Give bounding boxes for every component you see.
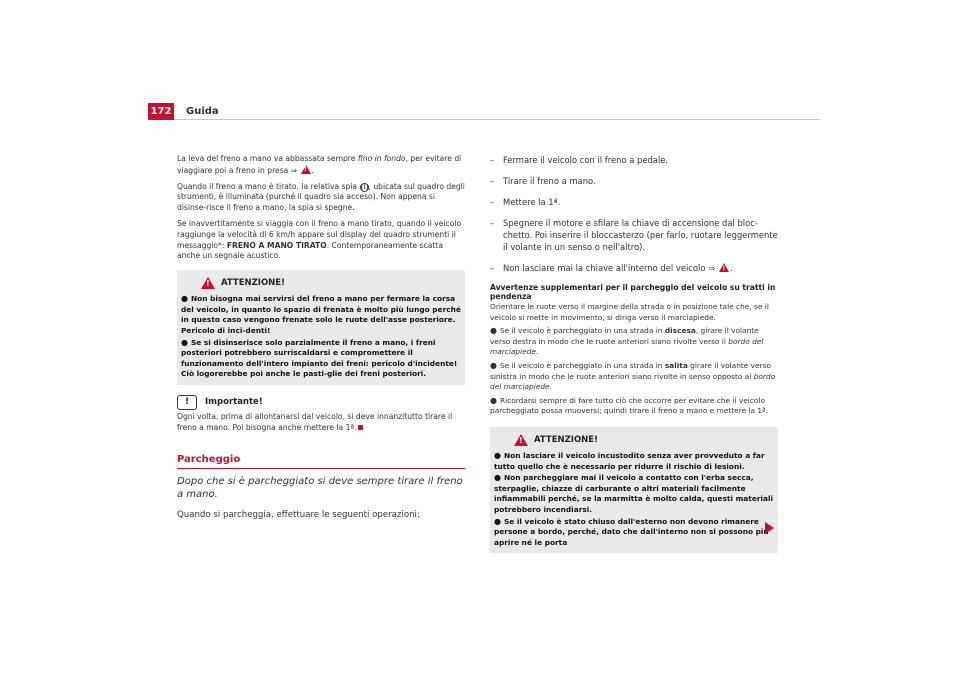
warning-triangle-icon	[201, 277, 215, 289]
subsection-title: Avvertenze supplementari per il parcheggio del veicolo su tratti in pendenza	[490, 283, 776, 301]
warning-title: ATTENZIONE!	[221, 278, 285, 289]
important-header	[177, 395, 465, 410]
page-header	[148, 103, 820, 120]
important-title: Importante!	[205, 397, 263, 408]
step-item: – Tirare il freno a mano.	[490, 176, 596, 186]
bullet-icon: ●	[494, 473, 501, 483]
warning-item: ● Non bisogna mai servirsi del freno a mano per fermare la corsa del veicolo, in quanto lo spazio di frenata è molto più lungo perché in questo caso vengono frenate solo le ruote dell'asse posteriore. Pericolo di inci-denti!	[181, 294, 461, 335]
bullet-icon: ●	[490, 360, 497, 370]
bullet-item: ● Se il veicolo è parcheggiato in una strada in salita girare il volante verso sinistra in modo che le ruote anteriori siano rivolte in senso opposto al bordo del marciapiede.	[490, 360, 776, 392]
important-icon: !	[177, 395, 197, 410]
subsection-intro: Orientare le ruote verso il margine della strada o in posizione tale che, se il veicolo si mette in movimento, si diriga verso il marciapiede.	[490, 302, 769, 322]
warning-box	[490, 427, 778, 553]
warning-box	[177, 270, 465, 385]
bullet-item: ● Ricordarsi sempre di fare tutto ciò che occorre per evitare che il veicolo parcheggiato possa muoversi; quindi tirare il freno a mano e mettere la 1ª.	[490, 395, 768, 416]
warning-header	[201, 275, 461, 291]
warning-title: ATTENZIONE!	[534, 434, 598, 445]
bullet-item: ● Se il veicolo è parcheggiato in una strada in discesa, girare il volante verso destra in modo che le ruote anteriori siano rivolte verso il bordo del marciapiede.	[490, 326, 764, 357]
step-item: – Non lasciare mai la chiave all'interno del veicolo ⇒ ! .	[490, 262, 778, 274]
step-item: – Mettere la 1ª.	[490, 197, 561, 207]
page-number: 172	[148, 103, 174, 120]
step-item: – Fermare il veicolo con il freno a pedale.	[490, 155, 669, 165]
warning-item: ● Se il veicolo è stato chiuso dall'esterno non devono rimanere persone a bordo, perché, dato che dall'interno non si possono più aprire né le porta	[494, 516, 769, 547]
bullet-icon: ●	[490, 395, 497, 405]
warning-icon	[301, 165, 311, 174]
warning-triangle-icon	[514, 434, 528, 446]
brake-warning-lamp-icon: (!)	[360, 183, 369, 191]
warning-header	[514, 432, 774, 448]
section-name: Guida	[186, 106, 219, 117]
step-item: – Spegnere il motore e sfilare la chiave di accensione dal bloc-chetto. Poi inserire il bloccasterzo (per farlo, ruotare leggermente il volante in un senso o nell'altro).	[490, 218, 778, 252]
paragraph-message: Se inavvertitamente si viaggia con il freno a mano tirato, quando il veicolo raggiunge la velocità di 6 km/h appare sul display del quadro strumenti il messaggio*: FRENO A MANO TIRATO. Contemporaneamente scatta anche un segnale acustico.	[177, 218, 462, 261]
bullet-icon: ●	[494, 450, 501, 460]
bullet-icon: ●	[494, 516, 501, 526]
paragraph-lamp: Quando il freno a mano è tirato, la relativa spia (!), ubicata sul quadro degli strumenti, è illuminata (purché il quadro sia acceso). Non appena si disinse-risce il freno a mano, la spia si spegne.	[177, 181, 465, 213]
end-of-section-icon	[358, 425, 363, 430]
warning-item: ● Non parcheggiare mai il veicolo a contatto con l'erba secca, sterpaglie, chiazze di carburante o altri materiali facilmente infiammabili perché, se la marmitta è molto calda, questi materiali potrebbero incendiarsi.	[494, 473, 774, 514]
warning-icon	[719, 263, 729, 272]
continue-arrow-icon	[765, 522, 774, 534]
header-divider	[174, 119, 820, 120]
bullet-icon: ●	[181, 337, 188, 347]
right-column	[490, 154, 778, 563]
section-title: Parcheggio	[177, 454, 465, 469]
bullet-icon: ●	[181, 294, 188, 304]
warning-item: ● Non lasciare il veicolo incustodito senza aver provveduto a far tutto quello che è necessario per ridurre il rischio di lesioni.	[494, 450, 765, 471]
paragraph-lever: La leva del freno a mano va abbassata sempre fino in fondo, per evitare di viaggiare poi a freno in presa ⇒ ! .	[177, 154, 465, 177]
bullet-icon: ●	[490, 326, 497, 336]
left-column	[177, 154, 465, 521]
section-body: Quando si parcheggia, effettuare le seguenti operazioni:	[177, 509, 420, 520]
section-lead: Dopo che si è parcheggiato si deve sempre tirare il freno a mano.	[177, 475, 463, 500]
warning-item: ● Se si disinserisce solo parzialmente il freno a mano, i freni posteriori potrebbero surriscaldarsi e compromettere il funzionamento dell'intero impianto dei freni: pericolo d'incidente! Ciò logorerebbe poi anche le pasti-glie dei freni posteriori.	[181, 337, 458, 379]
important-text: Ogni volta, prima di allontanarsi dal veicolo, si deve innanzitutto tirare il freno a mano. Poi bisogna anche mettere la 1ª.	[177, 411, 453, 432]
